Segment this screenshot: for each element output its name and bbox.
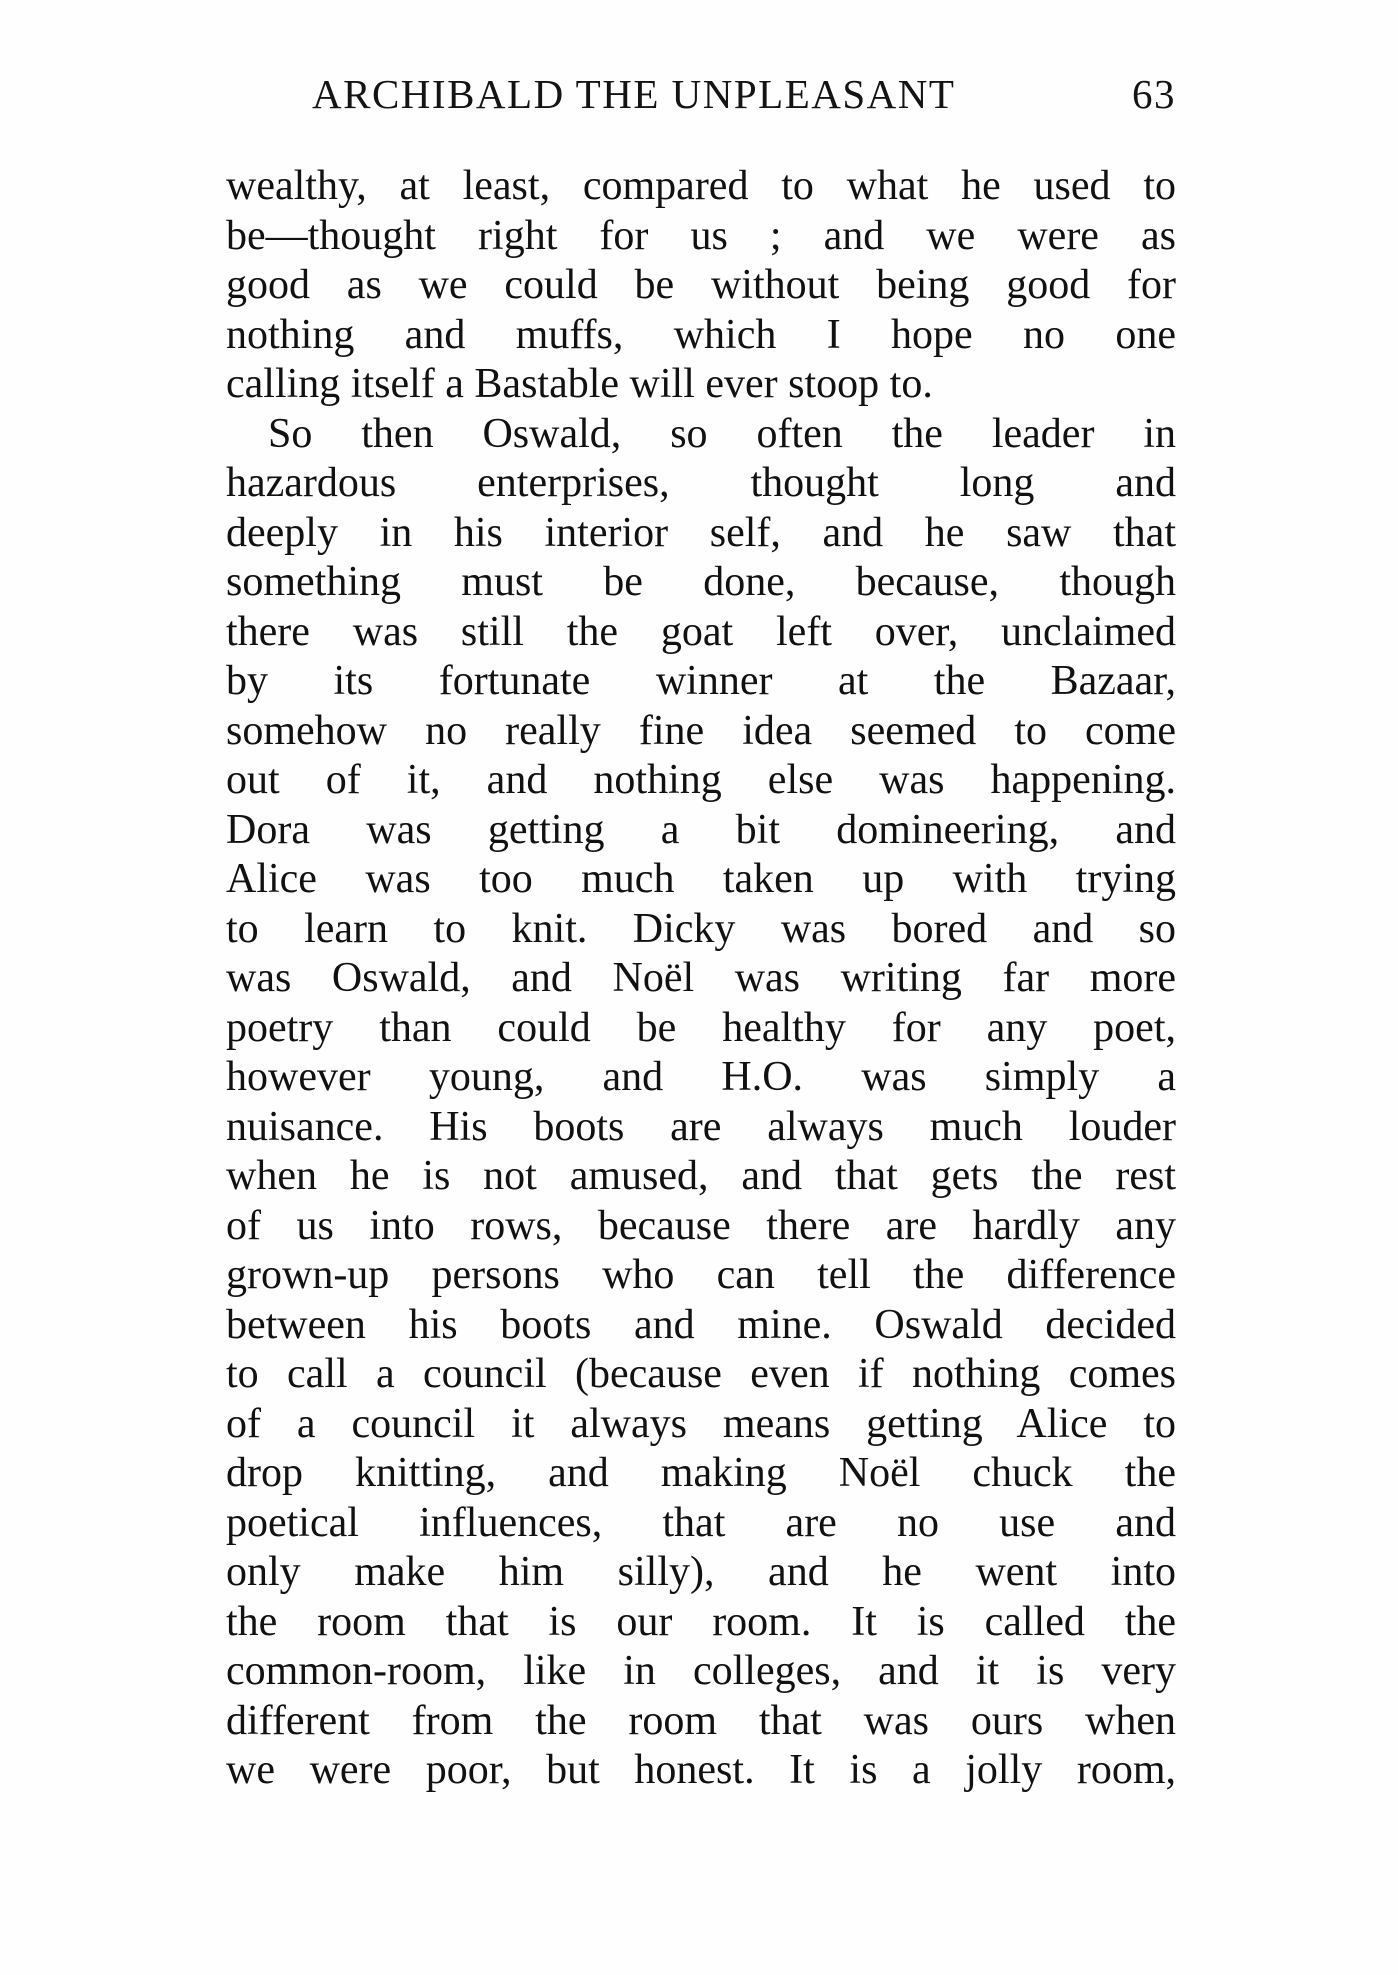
text-line: grown-up persons who can tell the difference: [226, 1252, 1176, 1298]
running-header: [226, 70, 1176, 130]
text-line: when he is not amused, and that gets the rest: [226, 1153, 1176, 1199]
text-line: to learn to knit. Dicky was bored and so: [226, 905, 1176, 952]
text-line: however young, and H.O. was simply a: [226, 1054, 1176, 1100]
text-line: poetry than could be healthy for any poet,: [226, 1004, 1176, 1051]
text-line: by its fortunate winner at the Bazaar,: [226, 658, 1176, 704]
text-line: between his boots and mine. Oswald decided: [226, 1301, 1176, 1348]
text-line: common-room, like in colleges, and it is very: [226, 1648, 1176, 1694]
text-line: drop knitting, and making Noël chuck the: [226, 1450, 1176, 1496]
text-line: nothing and muffs, which I hope no one: [226, 311, 1176, 358]
text-line: only make him silly), and he went into: [226, 1549, 1176, 1595]
text-line: of a council it always means getting Alice to: [226, 1400, 1176, 1447]
text-line: be—thought right for us ; and we were as: [226, 212, 1176, 259]
text-line: we were poor, but honest. It is a jolly room,: [226, 1747, 1176, 1793]
text-line: out of it, and nothing else was happening.: [226, 757, 1176, 803]
text-line: poetical influences, that are no use and: [226, 1499, 1176, 1546]
text-line: deeply in his interior self, and he saw that: [226, 509, 1176, 556]
text-line: something must be done, because, though: [226, 559, 1176, 605]
page-number: 63: [1132, 71, 1176, 117]
text-line: Dora was getting a bit domineering, and: [226, 806, 1176, 853]
body-text: [226, 162, 1176, 1796]
text-line: calling itself a Bastable will ever stoop to.: [226, 361, 933, 407]
text-line: the room that is our room. It is called the: [226, 1598, 1176, 1645]
text-line: wealthy, at least, compared to what he used to: [226, 163, 1176, 209]
text-line: there was still the goat left over, unclaimed: [226, 608, 1176, 655]
text-line: somehow no really fine idea seemed to come: [226, 707, 1176, 754]
running-title: ARCHIBALD THE UNPLEASANT: [312, 71, 956, 117]
text-line: to call a council (because even if nothing comes: [226, 1351, 1176, 1397]
text-line: was Oswald, and Noël was writing far more: [226, 955, 1176, 1001]
text-line: So then Oswald, so often the leader in: [268, 410, 1176, 457]
text-line: nuisance. His boots are always much louder: [226, 1103, 1176, 1150]
text-line: Alice was too much taken up with trying: [226, 856, 1176, 902]
text-line: different from the room that was ours when: [226, 1697, 1176, 1744]
text-line: hazardous enterprises, thought long and: [226, 460, 1176, 506]
text-line: of us into rows, because there are hardly any: [226, 1202, 1176, 1249]
text-line: good as we could be without being good for: [226, 262, 1176, 308]
